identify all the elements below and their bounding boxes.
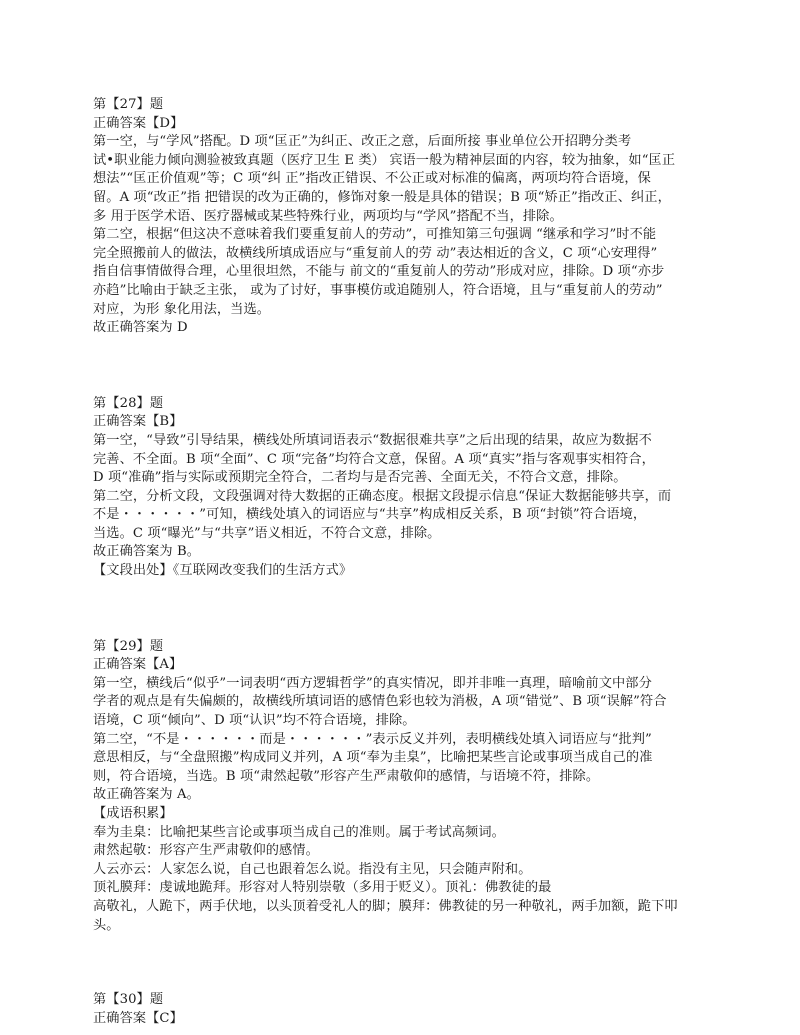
- idiom-entry: 人云亦云：人家怎么说，自己也跟着怎么说。指没有主见，只会随声附和。: [93, 861, 532, 877]
- explanation-line: 想法”“匡正价值观”等；C 项“纠 正”指改正错误、不公正或对标准的偏离，两项均符合语境，保: [93, 171, 651, 187]
- explanation-line: 第二空，“不是・・・・・・而是・・・・・・”表示反义并列，表明横线处填入词语应与“批判”: [93, 731, 652, 747]
- final-answer-line: 故正确答案为 D: [93, 320, 188, 336]
- explanation-line: 则，符合语境，当选。B 项“肃然起敬”形容产生严肃敬仰的感情，与语境不符，排除。: [93, 768, 600, 784]
- question-28: [93, 395, 715, 581]
- correct-answer: 正确答案【D】: [93, 115, 184, 131]
- explanation-line: 多 用于医学术语、医疗器械或某些特殊行业，两项均与“学风”搭配不当，排除。: [93, 208, 563, 224]
- question-title: 第【27】题: [93, 97, 164, 112]
- explanation-line: 指自信事情做得合理，心里很坦然，不能与 前文的“重复前人的劳动”形成对应，排除。D 项“亦步: [93, 264, 665, 280]
- correct-answer: 正确答案【A】: [93, 657, 183, 673]
- question-29: [93, 638, 715, 936]
- idiom-entry: 高敬礼，人跪下，两手伏地，以头顶着受礼人的脚；膜拜：佛教徒的另一种敬礼，两手加额，跪下叩: [93, 898, 678, 914]
- correct-answer: 正确答案【B】: [93, 414, 183, 430]
- spacer: [93, 581, 715, 638]
- explanation-line: 对应，为形 象化用法，当选。: [93, 301, 271, 317]
- question-30: [93, 991, 715, 1028]
- idiom-entry: 顶礼膜拜：虔诚地跪拜。形容对人特别崇敬（多用于贬义）。顶礼：佛教徒的最: [93, 880, 552, 896]
- explanation-line: 第一空，“导致”引导结果，横线处所填词语表示“数据很难共享”之后出现的结果，故应为数据不: [93, 432, 652, 448]
- final-answer-line: 故正确答案为 B。: [93, 544, 201, 560]
- question-title: 第【29】题: [93, 638, 164, 654]
- question-27: [93, 96, 715, 338]
- explanation-line: D 项“准确”指与实际或预期完全符合，二者均与是否完善、全面无关，不符合文意，排除。: [93, 470, 627, 486]
- explanation-line: 第一空，与“学风”搭配。D 项“匡正”为纠正、改正之意，后面所接 事业单位公开招聘分类考: [93, 134, 632, 150]
- explanation-line: 当选。C 项“曝光”与“共享”语义相近，不符合文意，排除。: [93, 525, 441, 541]
- explanation-line: 学者的观点是有失偏颇的，故横线所填词语的感情色彩也较为消极，A 项“错觉”、B 项“误解”符合: [93, 694, 667, 710]
- explanation-line: 亦趋”比喻由于缺乏主张， 或为了讨好，事事模仿或追随别人，符合语境，且与“重复前人的劳动”: [93, 282, 663, 298]
- explanation-line: 完全照搬前人的做法，故横线所填成语应与“重复前人的劳 动”表达相近的含义，C 项“心安理得”: [93, 245, 658, 261]
- explanation-line: 第二空，分析文段，文段强调对待大数据的正确态度。根据文段提示信息“保证大数据能够共享，而: [93, 488, 672, 504]
- explanation-line: 试•职业能力倾向测验被致真题（医疗卫生 E 类） 宾语一般为精神层面的内容，较为抽象，如“匡正: [93, 152, 676, 168]
- explanation-line: 留。A 项“改正”指 把错误的改为正确的，修饰对象一般是具体的错误；B 项“矫正”指改正、纠正，: [93, 189, 671, 205]
- source-line: 【文段出处】《互联网改变我们的生活方式》: [93, 563, 353, 579]
- question-title: 第【28】题: [93, 395, 164, 411]
- spacer: [93, 338, 715, 395]
- document-page: [93, 96, 715, 1028]
- correct-answer: 正确答案【C】: [93, 1010, 183, 1026]
- explanation-line: 完善、不全面。B 项“全面”、C 项“完备”均符合文意，保留。A 项“真实”指与客观事实相符合，: [93, 451, 655, 467]
- explanation-line: 语境，C 项“倾向”、D 项“认识”均不符合语境，排除。: [93, 713, 416, 729]
- idiom-entry: 肃然起敬：形容产生严肃敬仰的感情。: [93, 843, 319, 859]
- explanation-line: 第一空，横线后“似乎”一词表明“西方逻辑哲学”的真实情况，即并非唯一真理，暗喻前文中部分: [93, 675, 652, 691]
- idiom-heading: 【成语积累】: [93, 806, 173, 821]
- final-answer-line: 故正确答案为 A。: [93, 787, 200, 803]
- idiom-entry: 奉为圭臬：比喻把某些言论或事项当成自己的准则。属于考试高频词。: [93, 824, 505, 840]
- idiom-entry: 头。: [93, 917, 120, 933]
- question-title: 第【30】题: [93, 992, 164, 1008]
- spacer: [93, 935, 715, 991]
- explanation-line: 意思相反，与“全盘照搬”构成同义并列，A 项“奉为圭臬”，比喻把某些言论或事项当成自己的准: [93, 750, 653, 766]
- explanation-line: 不是・・・・・・”可知，横线处填入的词语应与“共享”构成相反关系，B 项“封锁”符合语境，: [93, 507, 647, 523]
- explanation-line: 第二空，根据“但这决不意味着我们要重复前人的劳动”，可推知第三句强调 “继承和学习”时不能: [93, 227, 657, 243]
